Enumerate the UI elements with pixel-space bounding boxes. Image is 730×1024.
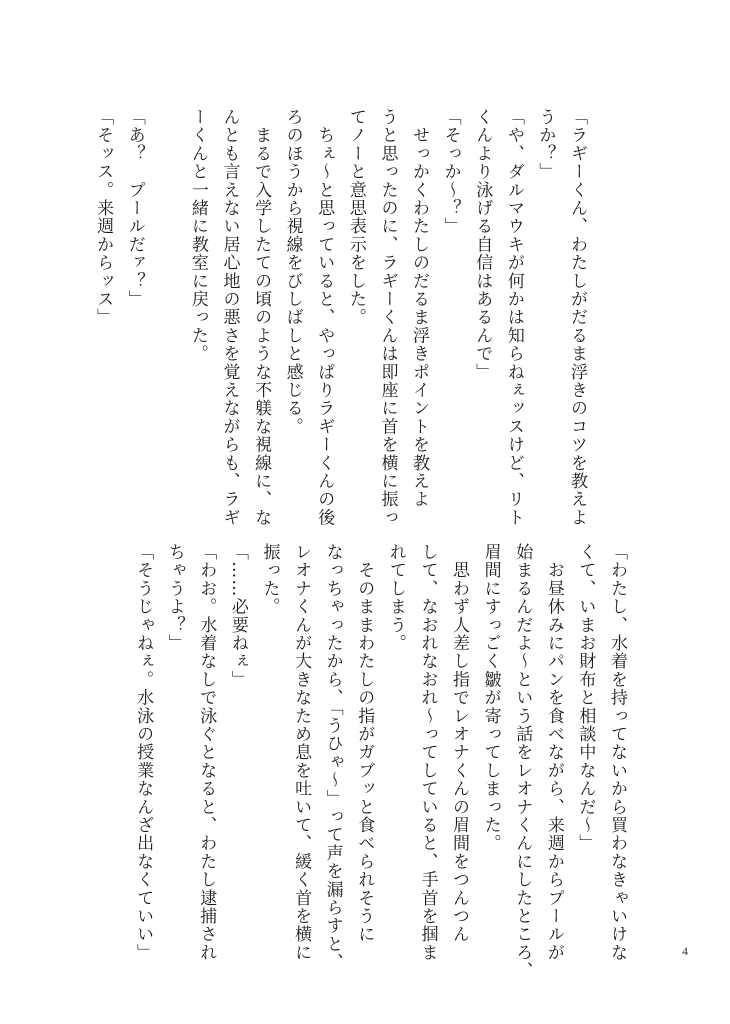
text-line: せっかくわたしのだるま浮きポイントを教えよ [409, 108, 430, 509]
text-line [150, 108, 182, 500]
text-line: てノーと意思表示をした。 [345, 108, 366, 327]
text-line: くて、いまお財布と相談中なんだ〜」 [575, 543, 596, 853]
text-line: 「や、ダルマウキが何かは知らねぇッスけど、リト [503, 108, 524, 527]
text-line: 始まるんだよ〜という話をレオナくんにしたところ、 [512, 543, 533, 980]
text-line: そのままわたしの指がガブッと食べられそうに [354, 543, 375, 944]
text-line: 振った。 [259, 543, 280, 616]
text-line: レオナくんが大きなため息を吐いて、緩く首を横に [291, 543, 312, 962]
text-line: んとも言えない居心地の悪さを覚えながらも、ラギ [219, 108, 240, 527]
text-line: ちぇ〜と思っていると、やっぱりラギーくんの後 [314, 108, 335, 527]
text-block-bottom [127, 543, 633, 980]
text-line: して、なおれなおれ〜ってしていると、手首を掴ま [417, 543, 438, 962]
text-line: 「あ？ プールだァ？」 [124, 108, 145, 309]
text-line: れてしまう。 [385, 543, 406, 653]
text-line: 「わたし、水着を持ってないから買わなきゃいけな [607, 543, 627, 962]
text-line: お昼休みにパンを食べながら、来週からプールが [543, 543, 564, 962]
text-line: ろのほうから視線をびしばしと感じる。 [282, 108, 303, 436]
text-line: うか？」 [535, 108, 556, 181]
text-line: くんより泳げる自信はあるんで」 [472, 108, 493, 381]
text-line: 眉間にすっごく皺が寄ってしまった。 [480, 543, 501, 853]
text-line: うと思ったのに、ラギーくんは即座に首を横に振っ [377, 108, 398, 527]
text-line: ーくんと一緒に教室に戻った。 [187, 108, 208, 363]
text-line: 「そっか〜？」 [440, 108, 461, 236]
text-line: 「ラギーくん、わたしがだるま浮きのコツを教えよ [567, 108, 587, 527]
text-line: ちゃうよ？」 [164, 543, 185, 653]
text-line: まるで入学したての頃のような不躾な視線に、な [251, 108, 272, 527]
text-line: 「わお。水着なしで泳ぐとなると、わたし逮捕され [196, 543, 217, 962]
text-line: 「……必要ねぇ」 [227, 543, 248, 689]
text-line: 「そうじゃねぇ。水泳の授業なんざ出なくていい」 [133, 543, 154, 962]
page-number: 4 [682, 944, 688, 958]
text-block-top [87, 108, 593, 527]
text-line: なっちゃったから、「うひゃ〜」って声を漏らすと、 [322, 543, 343, 972]
text-line: 思わず人差し指でレオナくんの眉間をつんつん [449, 543, 470, 944]
text-line: 「そッス。来週からッス」 [93, 108, 114, 327]
